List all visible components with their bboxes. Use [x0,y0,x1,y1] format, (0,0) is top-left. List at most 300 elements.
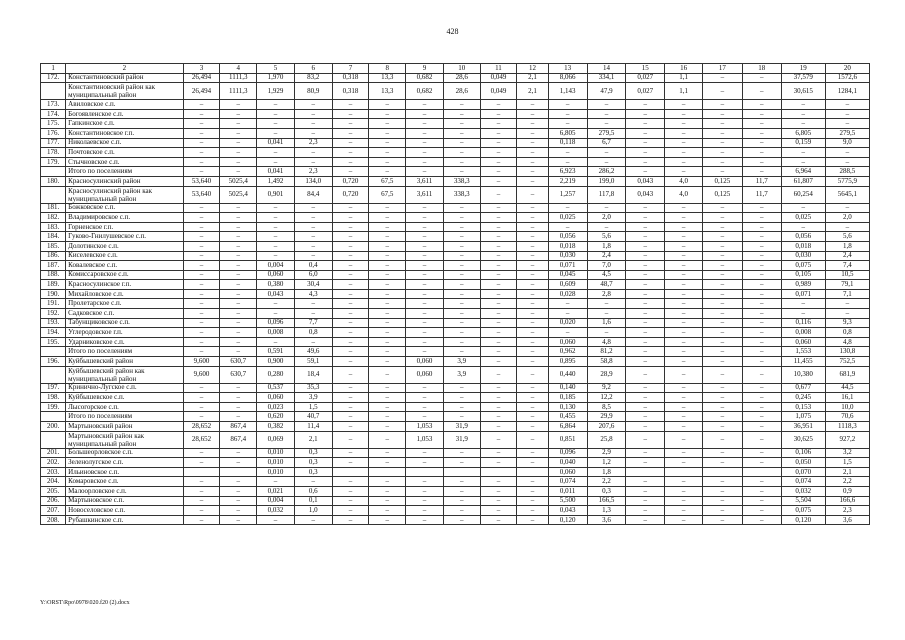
table-cell: – [257,222,295,232]
table-cell: – [294,119,332,129]
table-cell: – [517,100,548,110]
table-cell: – [702,412,742,422]
table-cell: – [183,109,220,119]
table-cell: – [626,203,665,213]
table-cell: – [626,232,665,242]
table-cell: – [369,261,406,271]
table-cell: 0,118 [548,138,587,148]
table-cell: 30,4 [294,280,332,290]
table-cell: 199,0 [587,176,626,186]
territory-name: Долотинское с.п. [66,241,184,251]
table-cell: – [517,176,548,186]
table-cell: 134,0 [294,176,332,186]
table-cell: – [369,299,406,309]
table-cell: 26,494 [183,83,220,100]
table-cell: – [742,496,781,506]
table-cell: – [183,318,220,328]
table-cell: 1111,3 [220,83,257,100]
table-cell: – [665,477,703,487]
territory-name: Куйбышевский район как муниципальный район [66,366,184,383]
table-cell: – [220,289,257,299]
table-cell [369,467,406,477]
table-cell: 0,049 [480,73,517,83]
table-cell: – [220,506,257,516]
table-cell: – [626,422,665,432]
territory-name: Кринично-Лугское с.п. [66,383,184,393]
table-row [41,383,870,393]
table-cell: – [517,109,548,119]
table-cell: 0,096 [257,318,295,328]
territory-name: Ударниковское с.п. [66,337,184,347]
table-cell: – [517,203,548,213]
table-cell: 44,5 [825,383,869,393]
table-cell: – [742,73,781,83]
table-cell: – [548,157,587,167]
table-cell: – [183,241,220,251]
table-row [41,412,870,422]
table-cell: 28,652 [183,431,220,448]
table-cell: – [742,270,781,280]
row-number: 187. [41,261,66,271]
territory-name: Мартыновский район как муниципальный район [66,431,184,448]
table-cell: – [548,299,587,309]
column-number: 12 [517,64,548,74]
table-cell: 0,060 [406,366,444,383]
table-cell: – [332,318,369,328]
table-cell: 30,625 [781,431,825,448]
table-cell: – [517,167,548,177]
table-cell: – [294,515,332,525]
table-cell: 3,6 [825,515,869,525]
table-cell: – [702,148,742,158]
table-cell: – [702,366,742,383]
table-cell: – [517,309,548,319]
table-cell: 0,159 [781,138,825,148]
row-number [41,167,66,177]
table-row [41,128,870,138]
table-cell: 6,0 [294,270,332,280]
territory-name: Куйбышевское с.п. [66,393,184,403]
row-number: 192. [41,309,66,319]
table-cell: – [480,203,517,213]
table-cell: – [406,241,444,251]
table-cell: – [665,357,703,367]
table-cell: 84,4 [294,186,332,203]
table-cell: – [742,412,781,422]
table-cell: 1111,3 [220,73,257,83]
table-cell: – [369,422,406,432]
table-cell: 9,600 [183,357,220,367]
territory-name: Рубашкинское с.п. [66,515,184,525]
table-cell: 0,008 [257,328,295,338]
table-cell: 0,591 [257,347,295,357]
table-cell: – [369,241,406,251]
table-cell: 0,020 [548,318,587,328]
table-cell: – [517,393,548,403]
table-cell: – [183,337,220,347]
table-cell: – [665,412,703,422]
table-cell: – [742,167,781,177]
table-cell: – [443,448,480,458]
table-cell: – [480,251,517,261]
table-cell: 0,040 [548,458,587,468]
table-cell: – [443,393,480,403]
table-cell: – [702,431,742,448]
table-cell: 0,851 [548,431,587,448]
table-cell: – [443,167,480,177]
table-cell: 26,494 [183,73,220,83]
table-cell: 28,6 [443,73,480,83]
table-cell: 31,9 [443,422,480,432]
table-cell: – [742,241,781,251]
table-cell: 2,2 [587,477,626,487]
table-cell: – [480,157,517,167]
table-cell: 0,106 [781,448,825,458]
table-cell: 0,018 [548,241,587,251]
table-cell: – [183,222,220,232]
table-cell: 6,923 [548,167,587,177]
table-cell: – [332,506,369,516]
table-row [41,422,870,432]
table-cell: – [332,148,369,158]
territory-name: Комиссаровское с.п. [66,270,184,280]
table-cell: – [742,157,781,167]
table-cell: – [183,412,220,422]
table-cell: – [742,402,781,412]
row-number [41,412,66,422]
table-row [41,157,870,167]
table-cell: – [742,119,781,129]
table-cell: 40,7 [294,412,332,422]
table-cell: – [257,157,295,167]
table-cell: 5,6 [825,232,869,242]
table-cell: 2,2 [825,477,869,487]
table-cell: – [517,458,548,468]
table-cell: 4,0 [665,176,703,186]
table-row [41,347,870,357]
table-cell: 0,8 [294,328,332,338]
table-cell: – [742,347,781,357]
table-cell: 4,8 [587,337,626,347]
row-number: 205. [41,486,66,496]
table-cell: 5025,4 [220,176,257,186]
table-cell: – [742,251,781,261]
territory-name: Николаевское с.п. [66,138,184,148]
table-cell: – [443,318,480,328]
table-cell: – [626,448,665,458]
table-cell: 2,9 [587,448,626,458]
table-cell: – [480,167,517,177]
table-cell: 0,989 [781,280,825,290]
table-cell: 3,6 [587,515,626,525]
table-cell: – [183,486,220,496]
table-cell: 11,4 [294,422,332,432]
row-number: 177. [41,138,66,148]
table-cell: – [665,309,703,319]
table-cell: – [332,203,369,213]
table-cell: – [702,203,742,213]
table-row [41,458,870,468]
table-cell: – [183,506,220,516]
table-cell: – [480,186,517,203]
table-cell: 0,280 [257,366,295,383]
table-cell: – [369,138,406,148]
table-cell: – [369,148,406,158]
table-cell: – [517,232,548,242]
table-cell: 0,140 [548,383,587,393]
table-cell: – [294,109,332,119]
table-cell: – [742,232,781,242]
table-cell: 1,6 [587,318,626,328]
table-cell: – [257,241,295,251]
table-cell [406,467,444,477]
table-cell: – [480,393,517,403]
table-cell: – [406,347,444,357]
table-cell: – [742,328,781,338]
territory-name: Итого по поселениям [66,347,184,357]
table-cell: – [443,506,480,516]
table-cell: 0,1 [294,496,332,506]
table-cell: 0,023 [257,402,295,412]
row-number: 193. [41,318,66,328]
table-cell: – [369,337,406,347]
table-cell: – [587,100,626,110]
table-cell: – [369,366,406,383]
table-cell: – [825,148,869,158]
table-cell: 3,9 [294,393,332,403]
table-cell: – [626,222,665,232]
table-cell: – [702,458,742,468]
table-cell: – [517,157,548,167]
table-cell: – [742,203,781,213]
table-cell: – [294,337,332,347]
column-number: 5 [257,64,295,74]
table-cell: 1572,6 [825,73,869,83]
table-cell [183,467,220,477]
table-cell: 0,720 [332,176,369,186]
table-cell: – [443,412,480,422]
table-cell: – [183,289,220,299]
table-cell: 9,2 [587,383,626,393]
table-cell: – [220,148,257,158]
table-cell: – [548,148,587,158]
table-row [41,186,870,203]
table-cell: – [702,289,742,299]
table-cell: 0,682 [406,73,444,83]
table-cell: – [332,422,369,432]
table-cell: – [626,393,665,403]
column-number: 9 [406,64,444,74]
table-cell: – [369,232,406,242]
table-cell: – [702,167,742,177]
table-cell: – [406,506,444,516]
table-cell: 0,060 [781,337,825,347]
table-cell: – [742,458,781,468]
table-cell: – [626,119,665,129]
table-row [41,109,870,119]
table-cell: – [294,232,332,242]
row-number: 173. [41,100,66,110]
table-cell: – [626,148,665,158]
table-cell: – [332,412,369,422]
table-cell: – [294,241,332,251]
row-number: 188. [41,270,66,280]
table-cell: – [480,270,517,280]
table-cell: – [369,393,406,403]
table-cell [517,467,548,477]
table-cell: – [294,299,332,309]
table-cell: – [665,393,703,403]
table-row [41,357,870,367]
table-row [41,393,870,403]
table-cell: – [626,383,665,393]
table-cell: 1,143 [548,83,587,100]
table-cell: – [220,515,257,525]
row-number: 178. [41,148,66,158]
table-cell: – [220,393,257,403]
table-cell: – [183,515,220,525]
table-cell: – [183,128,220,138]
table-cell: – [665,270,703,280]
table-cell: – [742,431,781,448]
table-cell: – [626,506,665,516]
table-cell: – [742,261,781,271]
table-cell: 0,120 [548,515,587,525]
table-cell: 338,3 [443,186,480,203]
table-cell: – [665,515,703,525]
table-cell: – [257,213,295,223]
table-cell: – [665,337,703,347]
table-cell: – [369,328,406,338]
table-cell: 2,4 [825,251,869,261]
table-cell: 67,5 [369,186,406,203]
table-cell: – [480,402,517,412]
table-row [41,232,870,242]
table-cell: – [369,486,406,496]
row-number: 199. [41,402,66,412]
table-cell: – [443,261,480,271]
table-cell: 53,640 [183,186,220,203]
table-cell: 0,153 [781,402,825,412]
table-cell: – [257,109,295,119]
table-row [41,261,870,271]
table-cell: – [183,119,220,129]
table-row [41,337,870,347]
table-cell: – [332,458,369,468]
table-cell: – [443,337,480,347]
table-cell: 70,6 [825,412,869,422]
column-number: 16 [665,64,703,74]
table-cell: 0,130 [548,402,587,412]
table-cell: – [183,328,220,338]
table-cell: 0,070 [781,467,825,477]
table-cell: – [369,357,406,367]
row-number: 185. [41,241,66,251]
column-number: 18 [742,64,781,74]
table-cell: – [369,167,406,177]
table-cell: 0,060 [257,393,295,403]
table-cell: – [702,486,742,496]
column-number-row [41,64,870,74]
table-row [41,270,870,280]
table-cell: – [626,458,665,468]
table-cell: – [480,337,517,347]
table-row [41,506,870,516]
table-cell: – [406,251,444,261]
table-cell: – [480,128,517,138]
table-cell: 6,7 [587,138,626,148]
table-cell: – [665,299,703,309]
table-cell: – [665,213,703,223]
table-cell: – [332,100,369,110]
column-number: 14 [587,64,626,74]
table-cell: 130,8 [825,347,869,357]
table-cell: – [702,73,742,83]
table-cell: – [332,138,369,148]
table-cell: – [220,241,257,251]
table-cell: – [480,366,517,383]
table-cell: – [183,309,220,319]
table-row [41,138,870,148]
table-cell: – [406,138,444,148]
table-cell: 5645,1 [825,186,869,203]
table-cell: – [480,448,517,458]
table-cell: – [480,496,517,506]
row-number: 197. [41,383,66,393]
table-cell: – [406,289,444,299]
table-cell: – [294,309,332,319]
table-cell: – [742,357,781,367]
territory-name: Гапкинское с.п. [66,119,184,129]
column-number: 1 [41,64,66,74]
table-cell: 3,611 [406,176,444,186]
table-cell: – [294,148,332,158]
table-row [41,73,870,83]
table-cell: – [220,167,257,177]
table-cell: 117,8 [587,186,626,203]
table-cell: – [480,309,517,319]
table-cell: – [220,280,257,290]
table-cell: – [665,458,703,468]
row-number: 182. [41,213,66,223]
table-cell: 7,0 [587,261,626,271]
table-cell: – [406,402,444,412]
table-row [41,203,870,213]
table-cell: – [702,422,742,432]
table-cell: – [443,241,480,251]
table-cell: – [369,203,406,213]
table-cell: – [332,448,369,458]
table-cell: – [257,337,295,347]
table-cell: 2,0 [825,213,869,223]
table-cell: – [406,109,444,119]
table-cell: – [517,213,548,223]
table-cell: – [517,148,548,158]
table-cell: – [781,203,825,213]
table-cell: – [294,157,332,167]
table-cell: 0,043 [257,289,295,299]
table-cell: – [220,486,257,496]
table-cell: 48,7 [587,280,626,290]
table-cell: – [406,412,444,422]
table-cell: – [742,280,781,290]
table-cell: 1284,1 [825,83,869,100]
table-cell: – [332,328,369,338]
table-cell: 0,075 [781,506,825,516]
table-cell: – [626,109,665,119]
table-cell: 630,7 [220,357,257,367]
table-cell: – [517,477,548,487]
